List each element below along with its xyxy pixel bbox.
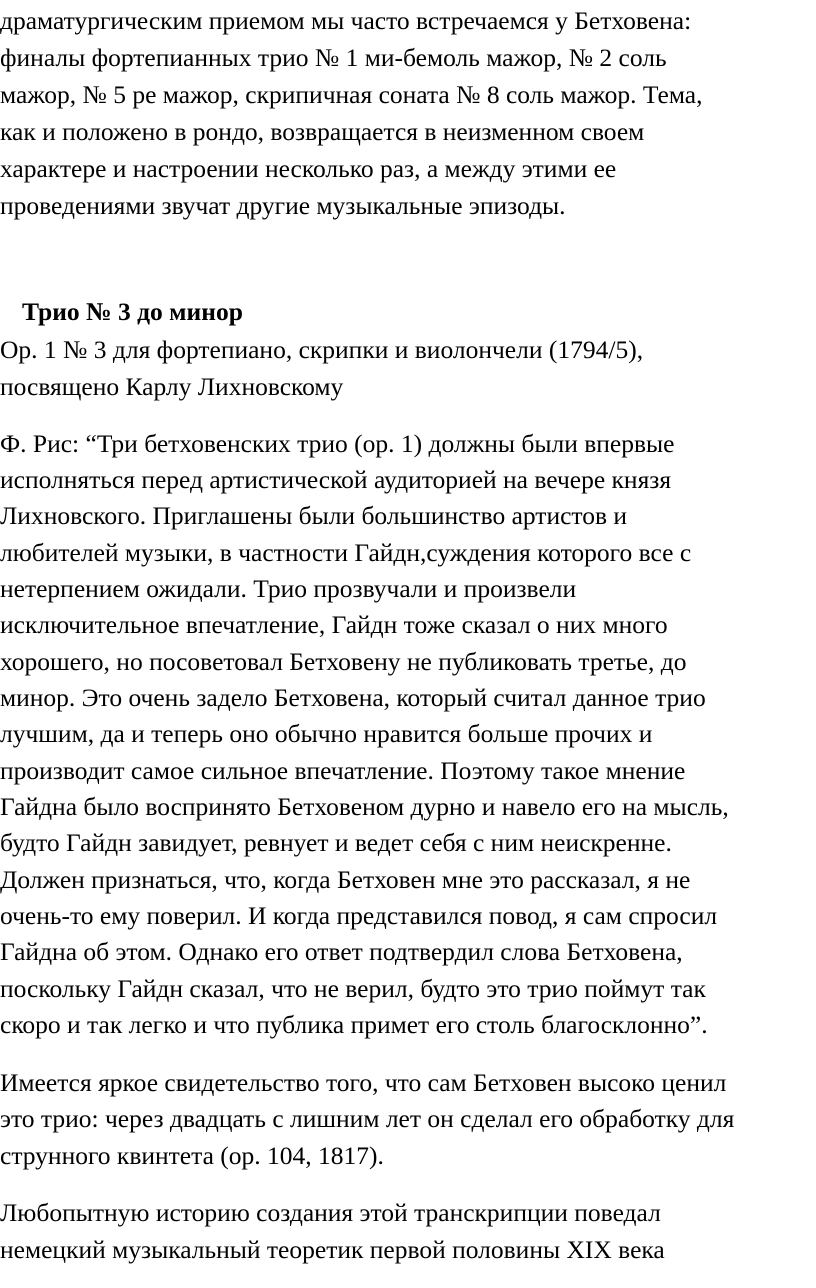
section-heading: Трио № 3 до минор bbox=[22, 297, 243, 326]
intro-line: как и положено в рондо, возвращается в неизменном своем bbox=[0, 117, 645, 146]
intro-line: характере и настроении несколько раз, а между этими ее bbox=[0, 154, 617, 183]
quote-line: Должен признаться, что, когда Бетховен мне это рассказал, я не bbox=[0, 865, 691, 894]
subtitle-line: Ор. 1 № 3 для фортепиано, скрипки и виолончели (1794/5), bbox=[0, 335, 644, 364]
quote-line: Лихновского. Приглашены были большинство артистов и bbox=[0, 501, 628, 530]
quote-line: нетерпением ожидали. Трио прозвучали и произвели bbox=[0, 574, 577, 603]
quote-line: Гайдна было воспринято Бетховеном дурно и навело его на мысль, bbox=[0, 792, 729, 821]
quote-line: минор. Это очень задело Бетховена, который считал данное трио bbox=[0, 683, 706, 712]
intro-line: финалы фортепианных трио № 1 ми-бемоль мажор, № 2 соль bbox=[0, 43, 667, 72]
final-line: Любопытную историю создания этой транскрипции поведал bbox=[0, 1198, 661, 1227]
quote-line: Ф. Рис: “Три бетховенских трио (ор. 1) должны были впервые bbox=[0, 429, 675, 458]
quote-line: поскольку Гайдн сказал, что не верил, будто это трио поймут так bbox=[0, 974, 706, 1003]
quote-line: будто Гайдн завидует, ревнует и ведет себя с ним неискренне. bbox=[0, 828, 672, 857]
quote-line: любителей музыки, в частности Гайдн,суждения которого все с bbox=[0, 538, 692, 567]
subtitle-line: посвящено Карлу Лихновскому bbox=[0, 372, 344, 401]
quote-line: Гайдна об этом. Однако его ответ подтвердил слова Бетховена, bbox=[0, 937, 683, 966]
quote-line: лучшим, да и теперь оно обычно нравится больше прочих и bbox=[0, 719, 653, 748]
intro-line: драматургическим приемом мы часто встречаемся у Бетховена: bbox=[0, 6, 692, 35]
intro-line: мажор, № 5 ре мажор, скрипичная соната № 8 соль мажор. Тема, bbox=[0, 80, 703, 109]
quote-line: скоро и так легко и что публика примет его столь благосклонно”. bbox=[0, 1010, 708, 1039]
quote-line: исключительное впечатление, Гайдн тоже сказал о них много bbox=[0, 610, 668, 639]
quote-line: исполняться перед артистической аудиторией на вечере князя bbox=[0, 465, 672, 494]
quote-line: производит самое сильное впечатление. Поэтому такое мнение bbox=[0, 756, 686, 785]
evidence-line: струнного квинтета (ор. 104, 1817). bbox=[0, 1141, 384, 1170]
final-line: немецкий музыкальный теоретик первой половины XIX века bbox=[0, 1235, 665, 1264]
intro-line: проведениями звучат другие музыкальные эпизоды. bbox=[0, 191, 566, 220]
quote-line: хорошего, но посоветовал Бетховену не публиковать третье, до bbox=[0, 647, 687, 676]
evidence-line: Имеется яркое свидетельство того, что сам Бетховен высоко ценил bbox=[0, 1068, 727, 1097]
evidence-line: это трио: через двадцать с лишним лет он сделал его обработку для bbox=[0, 1104, 735, 1133]
quote-line: очень-то ему поверил. И когда представился повод, я сам спросил bbox=[0, 901, 718, 930]
